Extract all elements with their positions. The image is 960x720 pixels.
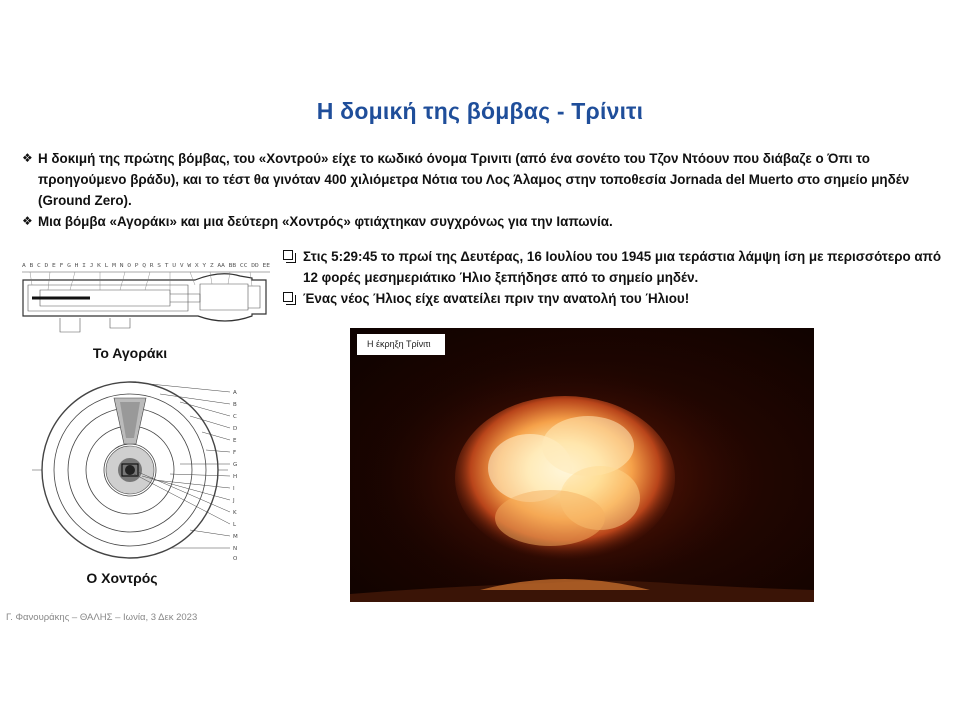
list-item [22,211,942,232]
bullet-text: Μια βόμβα «Αγοράκι» και μια δεύτερη «Χοντρός» φτιάχτηκαν συγχρόνως για την Ιαπωνία. [38,214,613,229]
svg-text:N: N [233,546,238,552]
svg-text:F: F [233,450,237,456]
bullet-text: Ένας νέος Ήλιος είχε ανατείλει πριν την ανατολή του Ήλιου! [303,291,690,306]
fat-man-caption: Ο Χοντρός [86,570,158,586]
bullet-text: Στις 5:29:45 το πρωί της Δευτέρας, 16 Ιουλίου του 1945 μια τεράστια λάμψη ίση με περισσότερο από 12 φορές μεσημεριάτικο Ήλιο ξεπήδησε από το σημείο μηδέν. [303,249,942,285]
right-bullet-list [283,246,948,309]
slide-title: Η δομική της βόμβας - Τρίνιτι [316,98,644,124]
svg-text:G: G [233,462,238,468]
fireball-image [350,328,814,602]
list-item [283,288,948,309]
little-boy-caption: Το Αγοράκι [92,345,168,361]
svg-text:H: H [233,474,238,480]
svg-text:A: A [233,390,237,396]
little-boy-diagram [20,258,272,336]
svg-text:O: O [233,556,238,560]
photo-label: Η έκρηξη Τρίνιτι [357,334,445,355]
trinity-explosion-photo [350,328,814,602]
square-bullet-icon [283,250,293,260]
footer-credit: Γ. Φανουράκης – ΘΑΛΗΣ – Ιωνία, 3 Δεκ 2023 [6,612,198,623]
list-item [22,148,942,211]
bullet-text: Η δοκιμή της πρώτης βόμβας, του «Χοντρού» είχε το κωδικό όνομα Τρινιτι (από ένα σονέτο του Τζον Ντόουν που διάβαζε ο Όπι το προηγούμενο βράδυ), και το τέστ θα γινόταν 400 χιλιόμετρα Νότια του Λος Άλαμος στην τοποθεσία Jornada del Muerto στο σημείο μηδέν (Ground Zero). [38,151,910,208]
svg-text:C: C [233,414,237,420]
svg-text:D: D [233,426,238,432]
top-bullet-list [22,148,942,232]
svg-text:E: E [233,438,237,444]
square-bullet-icon [283,292,293,302]
fat-man-diagram [30,380,242,560]
svg-text:I: I [233,486,235,492]
svg-text:J: J [233,498,235,504]
diamond-bullet-icon: ❖ [22,151,33,165]
diamond-bullet-icon: ❖ [22,214,33,228]
svg-text:K: K [233,510,237,516]
svg-text:B: B [233,402,237,408]
diagram-letters: A B C D E F G H I J K L M N O P Q R S T U V W X Y Z AA BB CC DD EE [22,263,270,269]
svg-text:M: M [233,534,238,540]
list-item [283,246,948,288]
svg-text:L: L [233,522,237,528]
